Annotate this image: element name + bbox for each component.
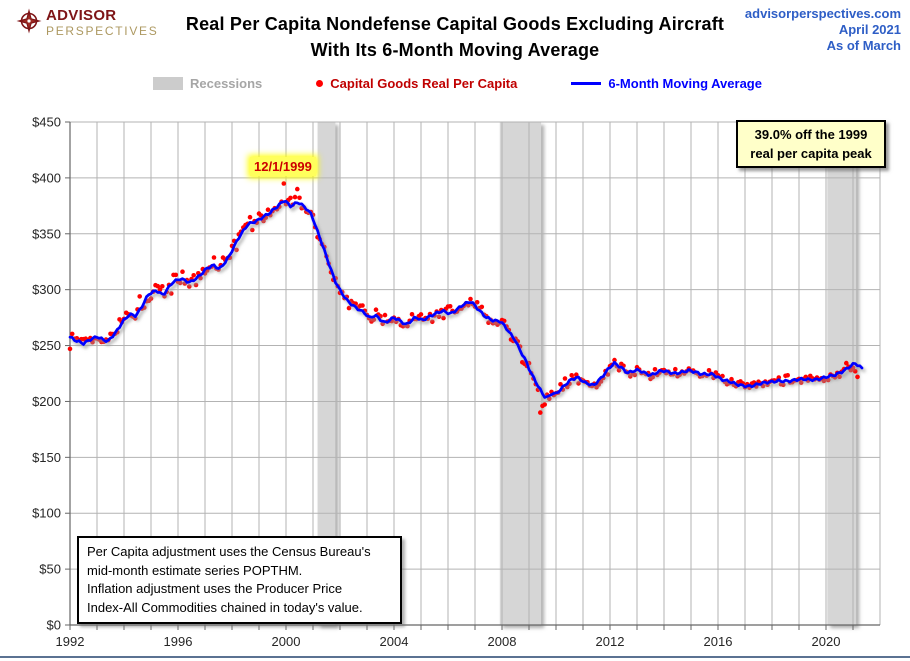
source-block: [745, 6, 901, 54]
callout-line1: 39.0% off the 1999: [754, 127, 868, 142]
chart-title: [150, 11, 760, 63]
advisor-perspectives-logo: [16, 8, 158, 39]
note-line4: Index-All Commodities chained in today's value.: [87, 599, 363, 615]
svg-text:$200: $200: [32, 393, 61, 409]
peak-date-annotation: 12/1/1999: [250, 157, 316, 176]
legend-label-moving-average: 6-Month Moving Average: [608, 76, 762, 91]
line-swatch: [571, 82, 601, 85]
legend-label-capital-goods: Capital Goods Real Per Capita: [330, 76, 518, 91]
note-line3: Inflation adjustment uses the Producer Price: [87, 581, 343, 596]
legend-item-capital-goods: [316, 76, 517, 91]
svg-text:1996: 1996: [163, 634, 193, 649]
chart-title-line2: With Its 6-Month Moving Average: [310, 40, 600, 60]
svg-text:$450: $450: [32, 114, 61, 130]
logo-perspectives: PERSPECTIVES: [46, 24, 159, 38]
svg-text:$150: $150: [32, 449, 61, 465]
note-line1: Per Capita adjustment uses the Census Bureau's: [87, 544, 371, 559]
callout-line2: real per capita peak: [750, 146, 872, 161]
chart-legend: [135, 76, 780, 91]
logo-advisor: ADVISOR: [46, 7, 117, 24]
legend-item-moving-average: [571, 76, 762, 91]
source-date: April 2021: [838, 22, 901, 37]
svg-text:2016: 2016: [703, 634, 733, 649]
compass-icon: [16, 8, 42, 39]
chart-title-line1: Real Per Capita Nondefense Capital Goods Excluding Aircraft: [185, 14, 725, 34]
svg-text:$0: $0: [46, 617, 61, 633]
scatter-dot-swatch: [316, 80, 323, 87]
note-line2: mid-month estimate series POPTHM.: [87, 562, 303, 578]
svg-text:2004: 2004: [379, 634, 409, 649]
svg-text:2008: 2008: [487, 634, 517, 649]
svg-text:$250: $250: [32, 338, 61, 354]
svg-text:$300: $300: [32, 282, 61, 298]
svg-text:2000: 2000: [271, 634, 301, 649]
svg-text:$100: $100: [32, 505, 61, 521]
source-site: advisorperspectives.com: [744, 6, 901, 21]
methodology-note: [77, 536, 402, 624]
peak-drawdown-callout: [736, 120, 886, 168]
svg-text:1992: 1992: [55, 634, 85, 649]
legend-label-recessions: Recessions: [190, 76, 263, 91]
legend-item-recessions: [153, 76, 262, 91]
svg-text:2012: 2012: [595, 634, 625, 649]
source-asof: As of March: [826, 38, 901, 53]
svg-text:2020: 2020: [811, 634, 841, 649]
svg-text:$350: $350: [32, 226, 61, 242]
svg-text:$50: $50: [39, 561, 61, 577]
svg-text:$400: $400: [32, 170, 61, 186]
footer-divider: [0, 656, 910, 658]
recession-band-swatch: [153, 77, 183, 90]
